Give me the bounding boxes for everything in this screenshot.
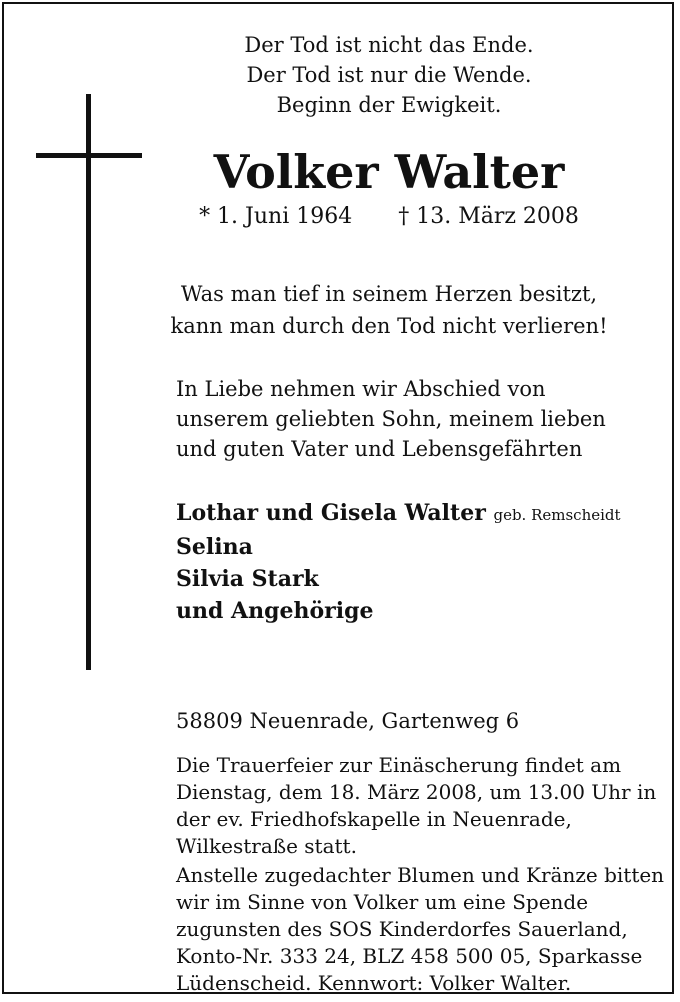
farewell-line: unserem geliebten Sohn, meinem lieben <box>176 407 606 431</box>
parents-name: Lothar und Gisela Walter <box>176 500 486 526</box>
donation-line: Anstelle zugedachter Blumen und Kränze bitten <box>176 863 665 887</box>
motto-line: Beginn der Ewigkeit. <box>276 93 502 117</box>
obituary-notice <box>2 2 674 994</box>
cross-icon <box>86 94 91 670</box>
donation-info <box>176 862 665 997</box>
ceremony-info <box>176 752 657 860</box>
deceased-name: Volker Walter <box>213 145 565 199</box>
address: 58809 Neuenrade, Gartenweg 6 <box>176 709 520 733</box>
donation-line: Konto-Nr. 333 24, BLZ 458 500 05, Sparkasse <box>176 944 643 968</box>
farewell-text <box>176 374 636 464</box>
motto <box>154 30 624 120</box>
cross-icon-bar <box>36 153 142 158</box>
ceremony-line: Die Trauerfeier zur Einäscherung findet am <box>176 753 622 777</box>
family-signatures <box>176 497 656 627</box>
ceremony-line: Dienstag, dem 18. März 2008, um 13.00 Uhr in <box>176 780 657 804</box>
donation-line: Lüdenscheid. Kennwort: Volker Walter. <box>176 971 572 995</box>
quote-line: Was man tief in seinem Herzen besitzt, <box>180 282 598 306</box>
death-date: † 13. März 2008 <box>398 204 579 229</box>
farewell-line: In Liebe nehmen wir Abschied von <box>176 377 546 401</box>
donation-line: zugunsten des SOS Kinderdorfes Sauerland, <box>176 917 628 941</box>
maiden-name-note: geb. Remscheidt <box>493 506 621 524</box>
farewell-line: und guten Vater und Lebensgefährten <box>176 437 583 461</box>
family-member: Selina <box>176 534 253 560</box>
life-dates <box>154 202 624 232</box>
birth-date: * 1. Juni 1964 <box>199 204 353 229</box>
ceremony-line: Wilkestraße statt. <box>176 834 357 858</box>
quote <box>154 278 624 342</box>
motto-line: Der Tod ist nur die Wende. <box>246 63 532 87</box>
family-member: Silvia Stark <box>176 566 319 592</box>
family-parents <box>176 497 656 531</box>
family-member: und Angehörige <box>176 598 374 624</box>
donation-line: wir im Sinne von Volker um eine Spende <box>176 890 589 914</box>
ceremony-line: der ev. Friedhofskapelle in Neuenrade, <box>176 807 572 831</box>
quote-line: kann man durch den Tod nicht verlieren! <box>170 314 608 338</box>
motto-line: Der Tod ist nicht das Ende. <box>244 33 534 57</box>
